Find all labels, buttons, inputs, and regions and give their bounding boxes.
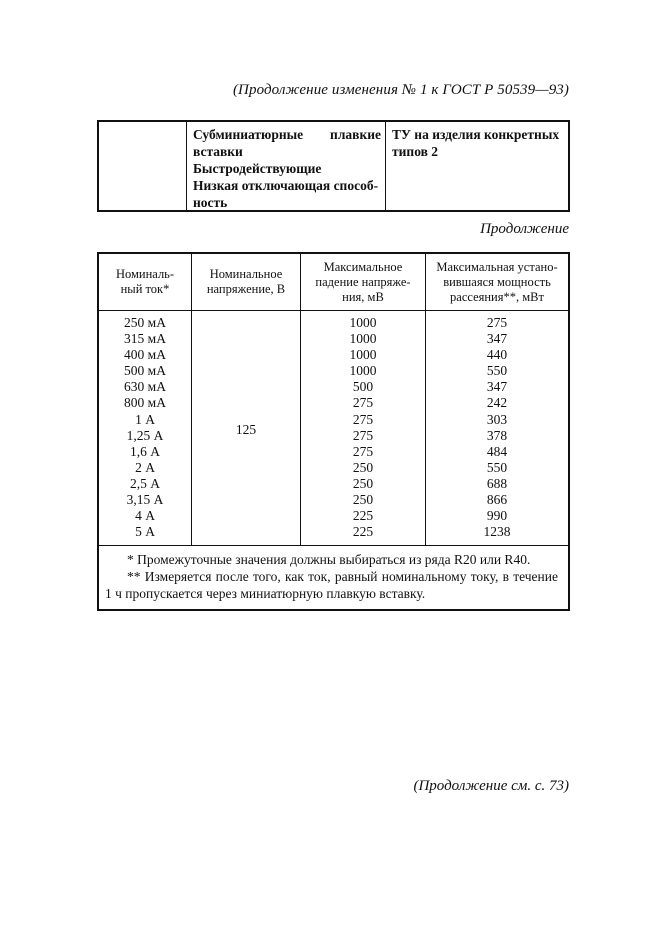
description-word: плавкие — [330, 127, 381, 142]
table-cell: 1,25 А — [126, 427, 164, 443]
footnote-1: * Промежуточные значения должны выбираться из ряда R20 или R40. — [127, 552, 531, 567]
table-cell: 275 — [352, 395, 374, 411]
table-cell: 550 — [486, 459, 508, 475]
table-cell: 990 — [486, 508, 508, 524]
table-cell: 275 — [352, 427, 374, 443]
table-cell: 630 мА — [124, 379, 166, 395]
table-cell: 1,6 А — [130, 443, 160, 459]
table-cell: 866 — [486, 492, 508, 508]
table-cell: 347 — [486, 331, 508, 347]
header-line: напряжение, В — [206, 282, 286, 296]
header-line: рассеяния**, мВт — [450, 289, 544, 304]
table-cell: 800 мА — [124, 395, 166, 411]
header-line: вившаяся мощность — [443, 274, 551, 289]
table-header-row — [99, 254, 568, 311]
spec-line: ТУ на изделия конкретных — [392, 127, 560, 142]
top-table — [97, 120, 570, 212]
table-cell: 1000 — [349, 331, 377, 347]
table-cell: 250 — [352, 492, 374, 508]
table-cell: 400 мА — [124, 347, 166, 363]
column-max-voltage-drop — [301, 311, 426, 545]
top-table-description-cell — [187, 122, 386, 210]
description-line: Быстродействующие — [193, 161, 322, 176]
running-head: (Продолжение изменения № 1 к ГОСТ Р 50539—93) — [232, 82, 569, 98]
table-cell: 250 — [352, 475, 374, 491]
table-cell: 484 — [486, 443, 508, 459]
top-table-spec-cell — [386, 122, 568, 210]
table-cell: 1000 — [349, 347, 377, 363]
top-table-empty-cell — [99, 122, 187, 210]
table-cell: 688 — [486, 475, 508, 491]
table-cell: 550 — [486, 363, 508, 379]
header-line: Максимальная устано- — [436, 259, 558, 274]
table-cell: 500 мА — [124, 363, 166, 379]
table-cell: 303 — [486, 411, 508, 427]
description-word: Субминиатюрные — [193, 127, 304, 142]
table-cell: 1000 — [349, 363, 377, 379]
table-cell: 315 мА — [124, 331, 166, 347]
description-line-1 — [193, 126, 381, 143]
header-max-voltage-drop — [301, 254, 426, 310]
column-nominal-current — [99, 311, 192, 545]
table-cell: 275 — [352, 411, 374, 427]
continuation-label: Продолжение — [480, 221, 569, 237]
header-line: Максимальное — [323, 259, 403, 274]
table-cell: 2 А — [135, 459, 155, 475]
table-footnotes — [99, 546, 568, 609]
table-cell: 3,15 А — [126, 492, 164, 508]
header-nominal-voltage — [192, 254, 301, 310]
header-line: ный ток* — [120, 282, 170, 296]
table-cell: 250 мА — [124, 315, 166, 330]
table-cell: 225 — [352, 524, 374, 540]
table-cell: 275 — [352, 443, 374, 459]
footer-continuation: (Продолжение см. с. 73) — [413, 778, 569, 794]
table-cell: 242 — [486, 395, 508, 411]
header-max-power-dissipation — [426, 254, 568, 310]
header-line: падение напряже- — [315, 274, 411, 289]
table-cell: 347 — [486, 379, 508, 395]
spec-line: типов 2 — [392, 144, 439, 159]
table-cell: 275 — [486, 315, 508, 330]
header-nominal-current — [99, 254, 192, 310]
description-line: вставки — [193, 144, 243, 159]
table-cell: 440 — [486, 347, 508, 363]
nominal-voltage-value: 125 — [235, 421, 257, 437]
table-cell: 1 А — [135, 411, 155, 427]
table-cell: 500 — [352, 379, 374, 395]
table-cell: 1238 — [483, 524, 511, 540]
main-table — [97, 252, 570, 611]
column-nominal-voltage — [192, 311, 301, 545]
description-line: ность — [193, 195, 228, 210]
footnote-2: ** Измеряется после того, как ток, равный номинальному току, в течение 1 ч пропускается через миниатюрную плавкую вставку. — [105, 569, 558, 601]
table-cell: 250 — [352, 459, 374, 475]
header-line: Номинальное — [209, 267, 283, 281]
table-cell: 225 — [352, 508, 374, 524]
header-line: Номиналь- — [115, 267, 175, 281]
description-line: Низкая отключающая способ- — [193, 178, 379, 193]
table-cell: 378 — [486, 427, 508, 443]
header-line: ния, мВ — [342, 289, 384, 304]
table-cell: 4 А — [135, 508, 155, 524]
column-max-power-dissipation — [426, 311, 568, 545]
table-cell: 2,5 А — [130, 475, 160, 491]
table-cell: 1000 — [349, 315, 377, 330]
table-cell: 5 А — [135, 524, 155, 540]
table-body — [99, 311, 568, 546]
